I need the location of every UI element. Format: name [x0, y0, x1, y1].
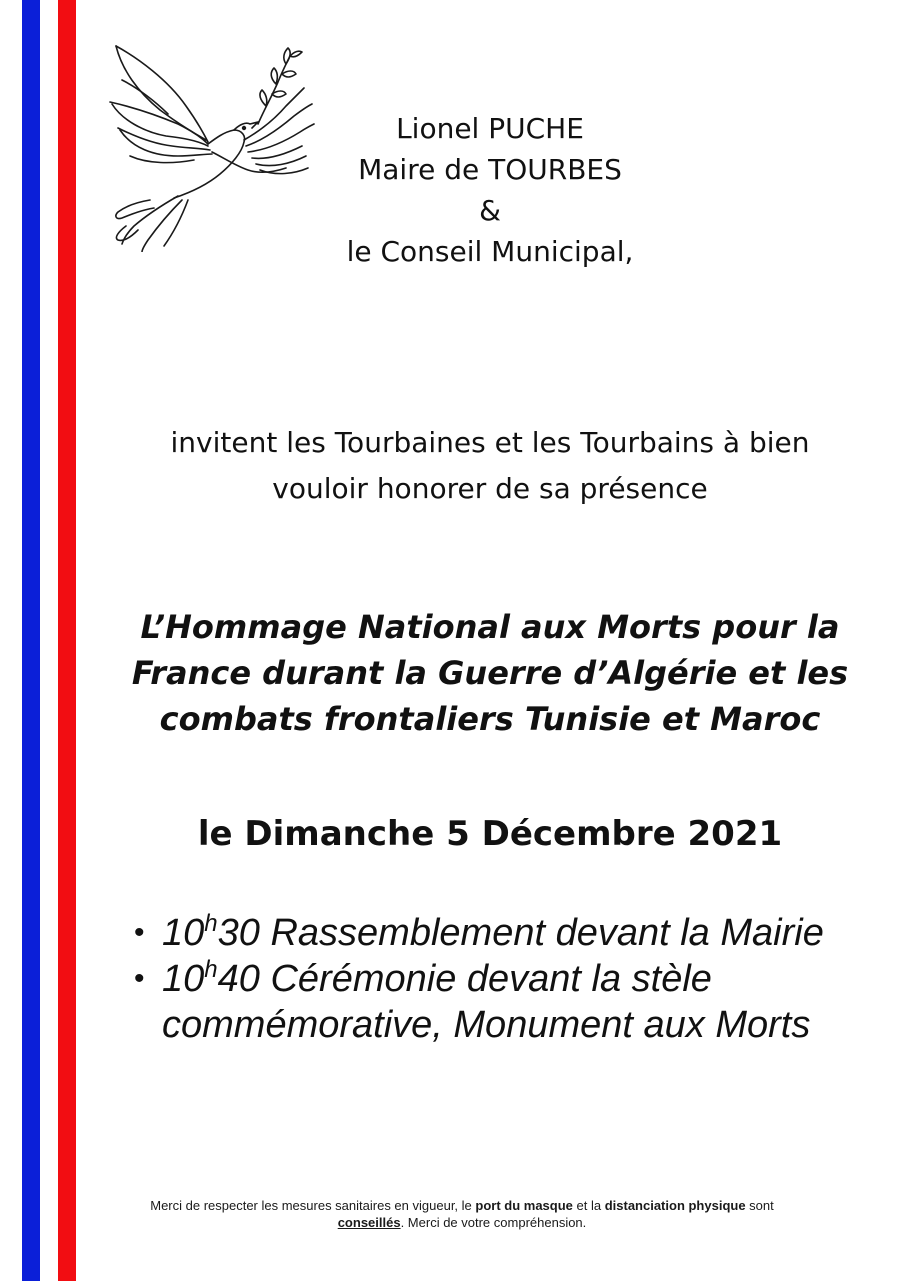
schedule-hour: 10: [162, 958, 205, 1000]
notice-mask: port du masque: [475, 1198, 573, 1213]
notice-text: sont: [745, 1198, 774, 1213]
ceremony-title-line-1: L’Hommage National aux Morts pour la: [140, 608, 840, 646]
event-date: le Dimanche 5 Décembre 2021: [197, 814, 783, 854]
flag-stripe-red: [58, 0, 76, 1281]
bullet-icon: •: [134, 962, 145, 995]
ceremony-title-line-3: combats frontaliers Tunisie et Maroc: [159, 700, 821, 738]
dove-olive-branch-icon: [108, 40, 318, 252]
schedule-text: 30 Rassemblement devant la Mairie: [217, 912, 824, 954]
notice-thanks: . Merci de votre compréhension.: [400, 1215, 587, 1230]
ceremony-title-line-2: France durant la Guerre d’Algérie et les: [131, 654, 849, 692]
schedule-text-continuation: commémorative, Monument aux Morts: [162, 1004, 811, 1046]
invitation-line-2: vouloir honorer de sa présence: [272, 472, 708, 505]
health-notice: [90, 1197, 834, 1231]
council-name: le Conseil Municipal,: [346, 235, 634, 268]
flag-stripe-blue: [22, 0, 40, 1281]
notice-text: Merci de respecter les mesures sanitaires en vigueur, le: [150, 1198, 476, 1213]
invitation-text: [90, 420, 890, 512]
schedule-text: 40 Cérémonie devant la stèle: [217, 958, 712, 1000]
schedule-hour-suffix: h: [204, 956, 218, 983]
schedule-item-ceremony: [132, 956, 824, 1002]
notice-text: et la: [572, 1198, 605, 1213]
mayor-title: Maire de TOURBES: [358, 153, 622, 186]
mayor-name: Lionel PUCHE: [396, 112, 584, 145]
ceremony-title: [90, 604, 890, 742]
organizer-header: [300, 108, 680, 272]
ampersand: &: [479, 194, 501, 227]
schedule-hour-suffix: h: [204, 910, 218, 937]
schedule-item-gathering: [132, 910, 824, 956]
schedule-hour: 10: [162, 912, 205, 954]
schedule-list: [132, 910, 824, 1048]
notice-advised: conseillés: [337, 1215, 401, 1230]
invitation-line-1: invitent les Tourbaines et les Tourbains à bien: [170, 426, 810, 459]
bullet-icon: •: [134, 916, 145, 949]
notice-distancing: distanciation physique: [604, 1198, 746, 1213]
